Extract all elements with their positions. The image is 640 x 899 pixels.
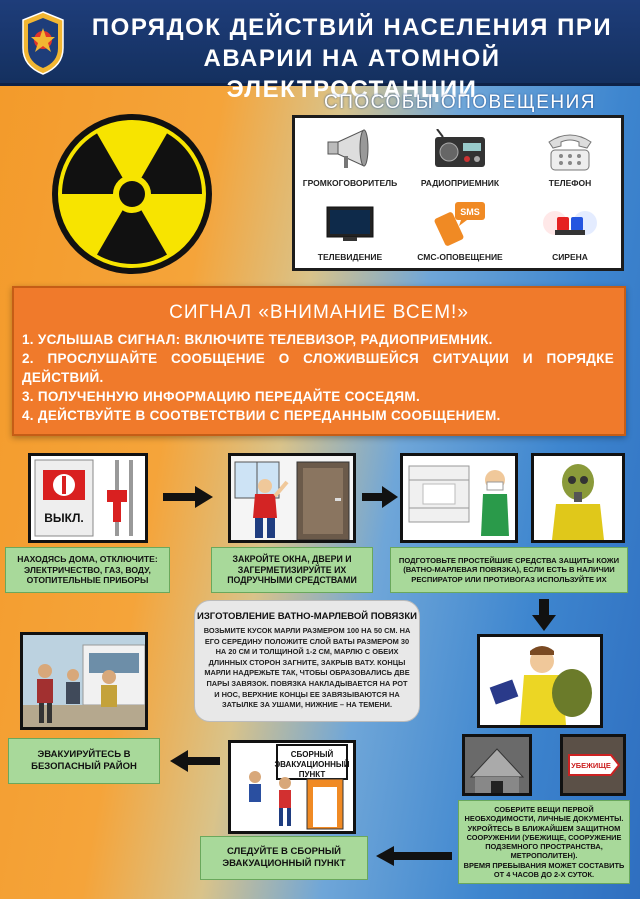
telephone-icon <box>543 126 597 172</box>
signal-title: СИГНАЛ «ВНИМАНИЕ ВСЕМ!» <box>169 302 469 323</box>
close-windows-image <box>228 453 356 543</box>
notification-title: СПОСОБЫ ОПОВЕЩЕНИЯ <box>324 92 596 113</box>
gas-mask-image <box>531 453 625 543</box>
bandage-instructions <box>194 600 420 722</box>
shelter-duration: ВРЕМЯ ПРЕБЫВАНИЯ МОЖЕТ СОСТАВИТЬ ОТ 4 ЧАСОВ ДО 2-Х СУТОК. <box>463 860 625 879</box>
arrow-down-icon <box>532 599 556 631</box>
loudspeaker-icon <box>324 126 376 172</box>
signal-step: 3. ПОЛУЧЕННУЮ ИНФОРМАЦИЮ ПЕРЕДАЙТЕ СОСЕДЯМ. <box>22 389 421 404</box>
bandage-title: ИЗГОТОВЛЕНИЕ ВАТНО-МАРЛЕВОЙ ПОВЯЗКИ <box>197 611 417 622</box>
tv-icon <box>325 203 375 243</box>
switch-off-image <box>28 453 148 543</box>
step-prepare-protection: ПОДГОТОВЬТЕ ПРОСТЕЙШИЕ СРЕДСТВА ЗАЩИТЫ КОЖИ (ВАТНО-МАРЛЕВАЯ ПОВЯЗКА), ЕСЛИ ЕСТЬ В НАЛИЧИИ РЕСПИРАТОР ИЛИ ПРОТИВОГАЗ ИСПОЛЬЗУЙТЕ ИХ <box>390 547 628 593</box>
radiation-icon <box>50 112 214 276</box>
arrow-right-icon <box>362 486 398 508</box>
siren-icon <box>543 203 597 243</box>
notification-panel <box>292 115 624 271</box>
notify-item-loudspeaker: ГРОМКОГОВОРИТЕЛЬ <box>295 124 405 188</box>
notify-item-tv: ТЕЛЕВИДЕНИЕ <box>295 198 405 262</box>
assembly-point-image <box>228 740 356 834</box>
switch-label: ВЫКЛ. <box>44 511 84 525</box>
bandage-body: ВОЗЬМИТЕ КУСОК МАРЛИ РАЗМЕРОМ 100 НА 50 СМ. НА ЕГО СЕРЕДИНУ ПОЛОЖИТЕ СЛОЙ ВАТЫ РАЗМЕРОМ 30 НА 20 СМ И ТОЛЩИНОЙ 1-2 СМ, МАРЛЮ С ОБЕИХ ДЛИННЫХ СТОРОН ЗАГНИТЕ, ЗАКРЫВ ВАТУ. КОНЦЫ МАРЛИ НАДРЕЖЬТЕ ТАК, ЧТОБЫ ОБРАЗОВАЛИСЬ ДВЕ ПАРЫ ЗАВЯЗОК. ПОВЯЗКА НАКЛАДЫВАЕТСЯ НА РОТ И НОС, ВЕРХНИЕ КОНЦЫ ЕЕ ЗАВЯЗЫВАЮТСЯ НА ЗАТЫЛКЕ ЗА УШАМИ, НИЖНИЕ – НА ТЕМЕНИ. <box>203 626 411 710</box>
shelter-sign-text: УБЕЖИЩЕ <box>571 761 611 770</box>
shelter-text: СОБЕРИТЕ ВЕЩИ ПЕРВОЙ НЕОБХОДИМОСТИ, ЛИЧНЫЕ ДОКУМЕНТЫ. УКРОЙТЕСЬ В БЛИЖАЙШЕМ ЗАЩИТНОМ СООРУЖЕНИИ (УБЕЖИЩЕ, СООРУЖЕНИЕ ПОДЗЕМНОГО ПРОСТРАНСТВА, МЕТРОПОЛИТЕН). <box>464 805 624 861</box>
signal-panel <box>12 286 626 436</box>
arrow-right-icon <box>163 486 213 508</box>
shelter-building-image <box>462 734 532 796</box>
signal-step: 2. ПРОСЛУШАЙТЕ СООБЩЕНИЕ О СЛОЖИВШЕЙСЯ СИТУАЦИИ И ПОРЯДКЕ ДЕЙСТВИЙ. <box>22 351 614 385</box>
gauze-bandage-image <box>400 453 518 543</box>
arrow-left-icon <box>376 846 452 866</box>
sign-text-line: ЭВАКУАЦИОННЫЙ <box>274 760 350 769</box>
sign-text-line: СБОРНЫЙ <box>290 750 334 759</box>
step-shelter <box>458 800 630 884</box>
shelter-sign-image <box>560 734 626 796</box>
step-evacuate: ЭВАКУИРУЙТЕСЬ В БЕЗОПАСНЫЙ РАЙОН <box>8 738 160 784</box>
notify-item-sms: SMS СМС-ОПОВЕЩЕНИЕ <box>405 198 515 262</box>
pack-documents-image <box>477 634 603 728</box>
step-close-windows: ЗАКРОЙТЕ ОКНА, ДВЕРИ И ЗАГЕРМЕТИЗИРУЙТЕ ИХ ПОДРУЧНЫМИ СРЕДСТВАМИ <box>211 547 373 593</box>
notify-item-phone: ТЕЛЕФОН <box>515 124 625 188</box>
evacuate-image <box>20 632 148 730</box>
svg-text:SMS: SMS <box>460 207 480 217</box>
signal-step: 1. УСЛЫШАВ СИГНАЛ: ВКЛЮЧИТЕ ТЕЛЕВИЗОР, РАДИОПРИЕМНИК. <box>22 332 493 347</box>
notify-item-radio: РАДИОПРИЕМНИК <box>405 124 515 188</box>
page-title: ПОРЯДОК ДЕЙСТВИЙ НАСЕЛЕНИЯ ПРИ АВАРИИ НА АТОМНОЙ ЭЛЕКТРОСТАНЦИИ <box>91 14 613 103</box>
sms-icon <box>433 200 487 246</box>
step-assembly-point: СЛЕДУЙТЕ В СБОРНЫЙ ЭВАКУАЦИОННЫЙ ПУНКТ <box>200 836 368 880</box>
step-disconnect-utilities: НАХОДЯСЬ ДОМА, ОТКЛЮЧИТЕ: ЭЛЕКТРИЧЕСТВО, ГАЗ, ВОДУ, ОТОПИТЕЛЬНЫЕ ПРИБОРЫ <box>5 547 170 593</box>
sign-text-line: ПУНКТ <box>298 770 326 779</box>
mchs-emblem-icon <box>18 10 68 76</box>
arrow-left-icon <box>170 750 220 772</box>
signal-step: 4. ДЕЙСТВУЙТЕ В СООТВЕТСТВИИ С ПЕРЕДАННЫМ СООБЩЕНИЕМ. <box>22 408 501 423</box>
signal-steps <box>22 330 614 425</box>
radio-icon <box>433 129 487 169</box>
notify-item-siren: СИРЕНА <box>515 198 625 262</box>
